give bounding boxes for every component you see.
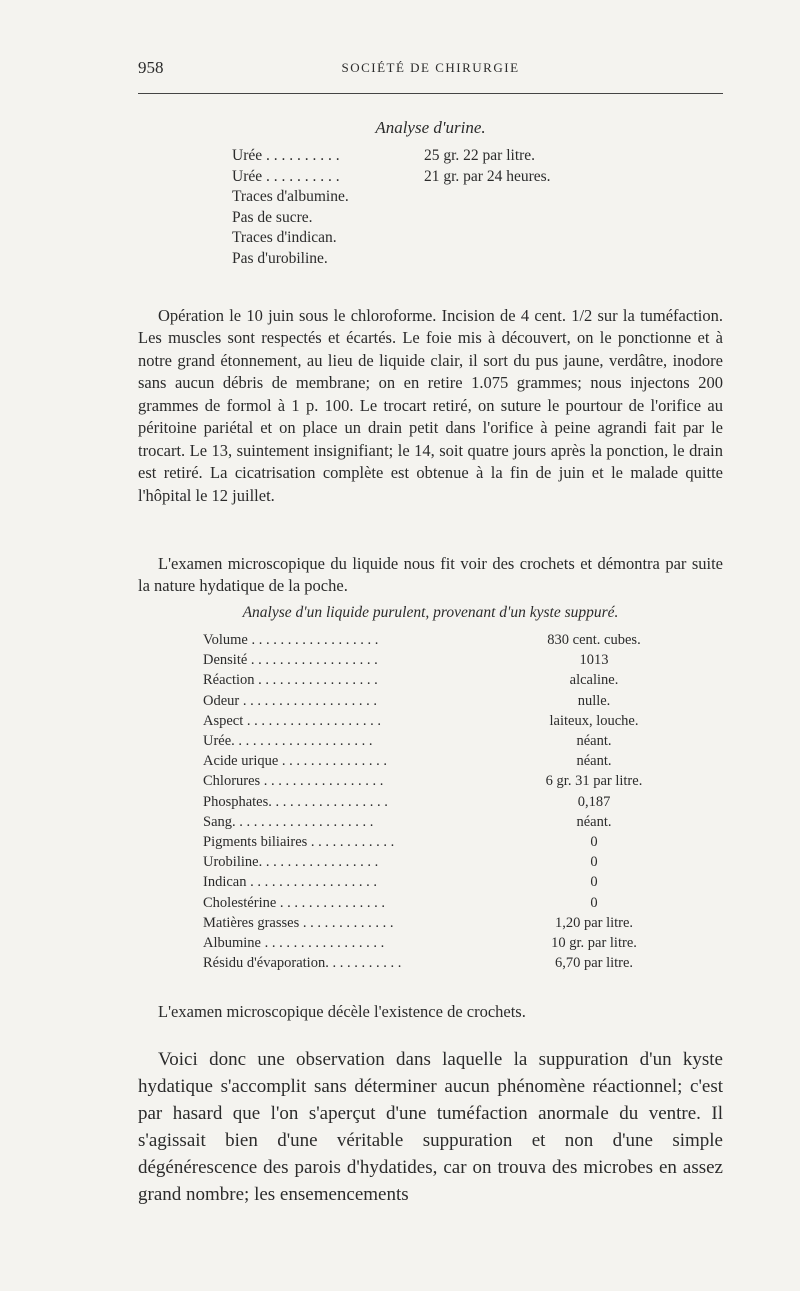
urine-value: 25 gr. 22 par litre. xyxy=(424,147,536,164)
analysis-label: Réaction . . . . . . . . . . . . . . . . . xyxy=(203,672,378,689)
analysis-label: Densité . . . . . . . . . . . . . . . . . . xyxy=(203,652,378,669)
analysis-label: Matières grasses . . . . . . . . . . . . . xyxy=(203,914,394,931)
analysis-row xyxy=(203,953,673,973)
analysis-value: 0 xyxy=(590,854,598,871)
urine-analysis-list xyxy=(232,146,652,269)
analysis-value: 0 xyxy=(590,894,598,911)
analysis-row xyxy=(203,670,673,690)
urine-value: 21 gr. par 24 heures. xyxy=(424,167,551,185)
analysis-row xyxy=(203,771,673,791)
analysis-row xyxy=(203,893,673,913)
analysis-label: Chlorures . . . . . . . . . . . . . . . . . xyxy=(203,773,384,790)
analysis-label: Sang. . . . . . . . . . . . . . . . . . . . xyxy=(203,813,374,830)
analysis-row xyxy=(203,751,673,771)
analysis-value: 0,187 xyxy=(577,793,611,810)
analysis-value: 0 xyxy=(590,874,598,891)
analysis-row xyxy=(203,792,673,812)
analysis-label: Phosphates. . . . . . . . . . . . . . . . . xyxy=(203,793,388,810)
analysis-row xyxy=(203,913,673,933)
urine-label: Traces d'indican. xyxy=(232,229,337,246)
running-title: SOCIÉTÉ DE CHIRURGIE xyxy=(341,60,520,75)
analysis-row xyxy=(203,691,673,711)
analysis-value: 10 gr. par litre. xyxy=(551,935,637,952)
analysis-label: Résidu d'évaporation. . . . . . . . . . . xyxy=(203,955,402,972)
urine-label: Urée . . . . . . . . . . xyxy=(232,147,340,164)
analysis-value: laiteux, louche. xyxy=(549,712,639,729)
analysis-row xyxy=(203,650,673,670)
conclusion-paragraph: Voici donc une observation dans laquelle la suppuration d'un kyste hydatique s'accomplit sans déterminer aucun phénomène réactionnel; c'est par hasard que l'on s'aperçut d'une tuméfaction anormale du ventre. Il s'agissait bien d'une véritable suppuration et non d'une simple dégénérescence des parois d'hydatides, car on trouva des microbes en assez grand nombre; les ensemencements xyxy=(138,1049,723,1205)
analysis-label: Aspect . . . . . . . . . . . . . . . . . . . xyxy=(203,712,382,729)
analysis-label: Cholestérine . . . . . . . . . . . . . . . xyxy=(203,894,386,911)
analysis-label: Pigments biliaires . . . . . . . . . . . . xyxy=(203,834,395,851)
liquid-analysis-table xyxy=(203,630,673,973)
microscopic-paragraph: L'examen microscopique du liquide nous fit voir des crochets et démontra par suite la nature hydatique de la poche. xyxy=(138,553,723,595)
analysis-row xyxy=(203,731,673,751)
analysis-value: néant. xyxy=(576,753,612,770)
urine-label: Traces d'albumine. xyxy=(232,188,349,205)
header-rule xyxy=(138,93,723,94)
urine-row xyxy=(232,167,652,188)
urine-row xyxy=(232,228,652,249)
analysis-label: Acide urique . . . . . . . . . . . . . . . xyxy=(203,753,388,770)
analysis-row xyxy=(203,832,673,852)
urine-label: Pas d'urobiline. xyxy=(232,249,328,267)
urine-label: Urée . . . . . . . . . . xyxy=(232,167,340,185)
analysis-value: 6 gr. 31 par litre. xyxy=(545,773,643,790)
analysis-row xyxy=(203,852,673,872)
analysis-row xyxy=(203,711,673,731)
analysis-value: néant. xyxy=(576,733,612,750)
urine-label: Pas de sucre. xyxy=(232,208,313,226)
analysis-value: 6,70 par litre. xyxy=(554,955,634,972)
analysis-value: nulle. xyxy=(577,692,611,709)
analysis-label: Albumine . . . . . . . . . . . . . . . . . xyxy=(203,935,385,952)
urine-row xyxy=(232,187,652,208)
analysis-row xyxy=(203,872,673,892)
urine-analysis-title: Analyse d'urine. xyxy=(375,118,486,137)
analysis-value: 1,20 par litre. xyxy=(554,914,634,931)
analysis-value: 1013 xyxy=(579,652,609,669)
analysis-row xyxy=(203,630,673,650)
analysis-row xyxy=(203,933,673,953)
analysis-value: 830 cent. cubes. xyxy=(547,632,641,648)
analysis-label: Urée. . . . . . . . . . . . . . . . . . . . xyxy=(203,733,373,750)
analysis-value: 0 xyxy=(590,834,598,851)
analysis-label: Volume . . . . . . . . . . . . . . . . . . xyxy=(203,632,379,648)
analysis-label: Odeur . . . . . . . . . . . . . . . . . . . xyxy=(203,692,377,709)
analysis-label: Indican . . . . . . . . . . . . . . . . . . xyxy=(203,874,377,891)
operation-paragraph: Opération le 10 juin sous le chloroforme. Incision de 4 cent. 1/2 sur la tuméfaction. Les muscles sont respectés et écartés. Le foie mis à découvert, on le ponctionne et à notre grand étonnement, au lieu de liquide clair, il sort du pus jaune, verdâtre, inodore sans aucun débris de membrane; on en retire 1.075 grammes; nous injectons 200 grammes de formol à 1 p. 100. Le trocart retiré, on suture le pourtour de l'orifice au péritoine pariétal et on place un drain petit dans l'orifice à peine agrandi fait par le trocart. Le 13, suintement insignifiant; le 14, soit quatre jours après la ponction, le drain est retiré. La cicatrisation complète est obtenue à la fin de juin et le malade quitte l'hôpital le 12 juillet. xyxy=(138,305,723,505)
page-header xyxy=(138,58,723,80)
microscopic-result: L'examen microscopique décèle l'existence de crochets. xyxy=(158,1001,526,1021)
urine-row xyxy=(232,208,652,229)
urine-row xyxy=(232,146,652,167)
analysis-row xyxy=(203,812,673,832)
page-number: 958 xyxy=(138,58,164,77)
liquid-analysis-title: Analyse d'un liquide purulent, provenant d'un kyste suppuré. xyxy=(242,604,619,621)
urine-row xyxy=(232,249,652,270)
analysis-label: Urobiline. . . . . . . . . . . . . . . . . xyxy=(203,854,379,871)
analysis-value: alcaline. xyxy=(569,672,619,689)
analysis-value: néant. xyxy=(576,813,612,830)
